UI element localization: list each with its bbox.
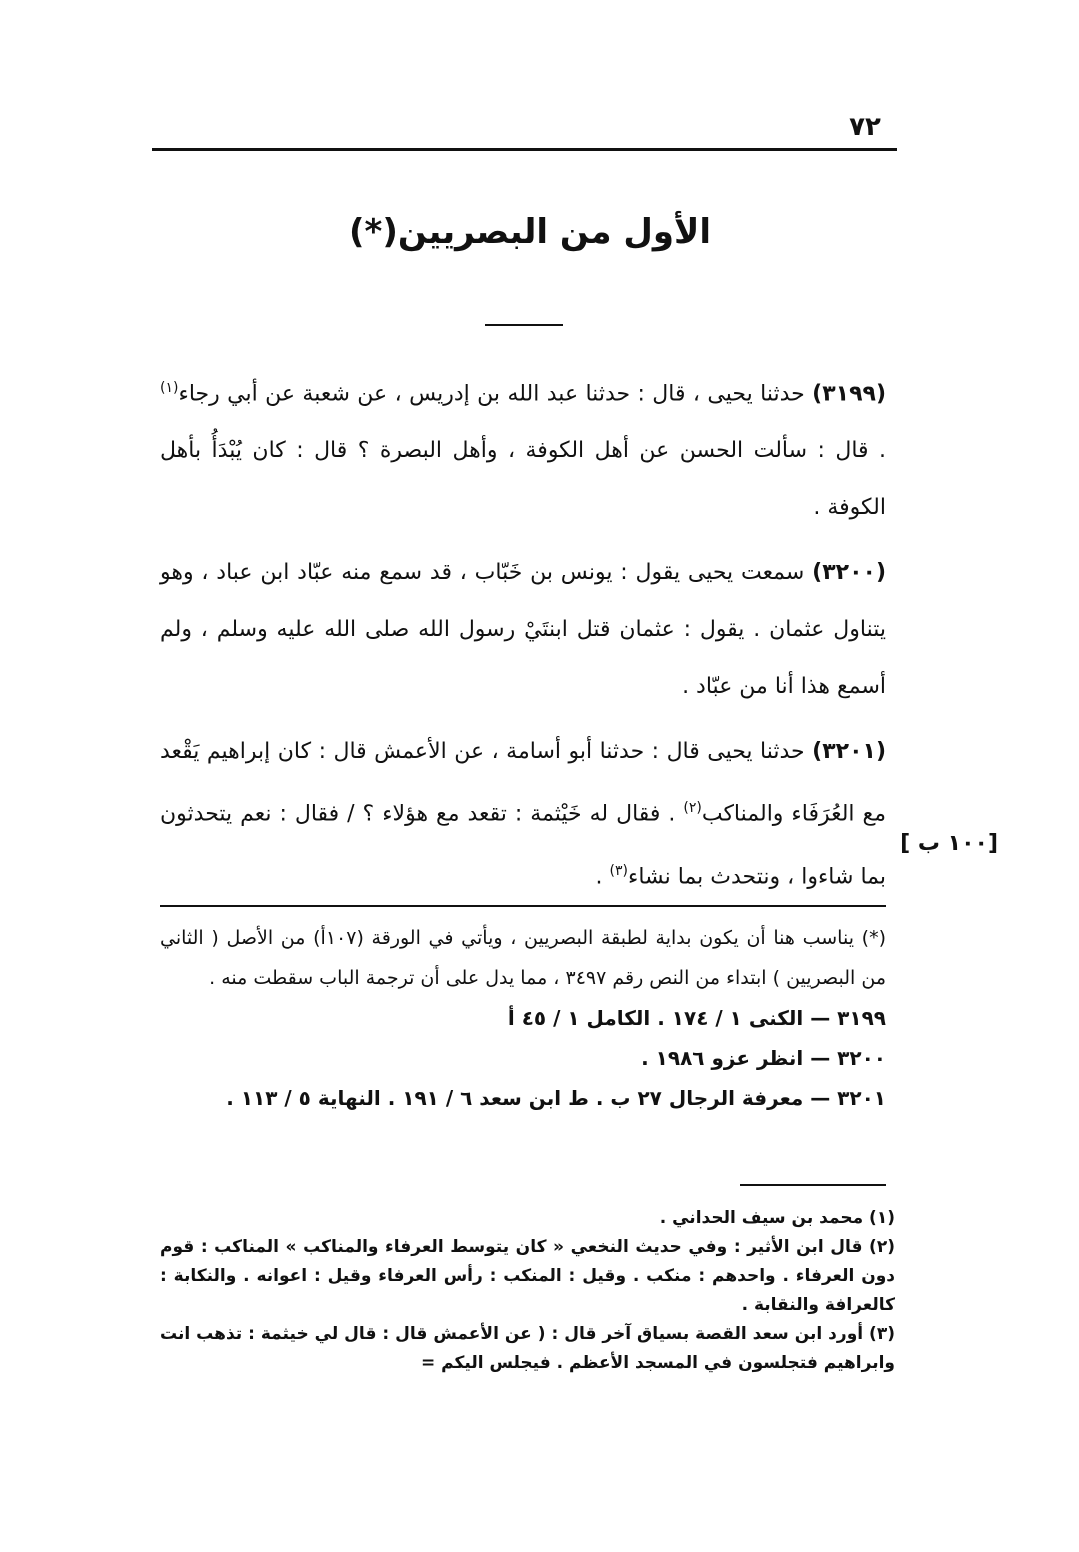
editor-note: (*) يناسب هنا أن يكون بداية لطبقة البصريين ، ويأتي في الورقة (١٠٧أ) من الأصل ( الثاني من البصريين ) ابتداء من النص رقم ٣٤٩٧ ، مما يدل على أن ترجمة الباب سقطت منه . bbox=[160, 927, 886, 989]
editor-notes bbox=[160, 918, 886, 1118]
page-number: ٧٢ bbox=[849, 112, 881, 142]
footnote: (٢) قال ابن الأثير : وفي حديث النخعي « كان يتوسط العرفاء والمناكب » المناكب : قوم دون العرفاء . واحدهم : منكب . وقيل : المنكب : رأس العرفاء وقيل : اعوانه . والنكابة : كالعرافة والنقابة . bbox=[160, 1237, 895, 1315]
hadith-number: (٣٢٠٠) bbox=[812, 560, 886, 586]
footnotes-divider bbox=[740, 1184, 886, 1186]
footnote-ref: (٢) bbox=[683, 800, 702, 817]
hadith-text-end: . bbox=[595, 863, 603, 889]
chapter-title: الأول من البصريين(*) bbox=[349, 212, 711, 252]
footnote: (٣) أورد ابن سعد القصة بسياق آخر قال : ( عن الأعمش قال : قال لي خيثمة : تذهب انت وابراهيم فتجلسون في المسجد الأعظم . فيجلس اليكم = bbox=[160, 1324, 895, 1373]
notes-divider bbox=[160, 905, 886, 907]
footnote: (١) محمد بن سيف الحداني . bbox=[659, 1208, 895, 1228]
hadith-3200 bbox=[160, 544, 886, 715]
hadith-number: (٣١٩٩) bbox=[812, 381, 886, 407]
hadith-text-continued: . قال : سألت الحسن عن أهل الكوفة ، وأهل البصرة ؟ قال : كان يُبْدَأُ بأهل الكوفة . bbox=[160, 438, 886, 521]
hadith-text-continued: . فقال له خَيْثمة : تقعد مع هؤلاء ؟ / فقال : نعم يتحدثون بما شاءوا ، ونتحدث بما نشاء bbox=[160, 801, 886, 889]
hadith-number: (٣٢٠١) bbox=[812, 739, 887, 765]
hadith-3201 bbox=[160, 723, 886, 905]
source-line: ٣٢٠٠ — انظر عزو ١٩٨٦ . bbox=[641, 1046, 886, 1070]
hadith-text: سمعت يحيى يقول : يونس بن خَبّاب ، قد سمع منه عبّاد ابن عباد ، وهو يتناول عثمان . يقول : عثمان قتل ابنتَيْ رسول الله صلى الله عليه وسلم ، ولم أسمع هذا أنا من عبّاد . bbox=[160, 560, 886, 700]
source-line: ٣١٩٩ — الكنى ١ / ١٧٤ . الكامل ١ / ٤٥ أ bbox=[507, 1006, 886, 1030]
title-divider bbox=[485, 324, 563, 326]
manuscript-folio-note: [١٠٠ ب ] bbox=[900, 831, 998, 856]
footnote-ref: (١) bbox=[160, 380, 179, 396]
hadith-text: حدثنا يحيى قال : حدثنا أبو أسامة ، عن الأعمش قال : كان إبراهيم يَقْعد مع العُرَفَاء والمناكب bbox=[160, 739, 887, 827]
header-rule bbox=[152, 148, 897, 151]
source-line: ٣٢٠١ — معرفة الرجال ٢٧ ب . ط ابن سعد ٦ / ١٩١ . النهاية ٥ / ١١٣ . bbox=[226, 1086, 886, 1110]
footnotes bbox=[160, 1204, 895, 1378]
hadith-3199 bbox=[160, 360, 886, 536]
hadith-text: حدثنا يحيى ، قال : حدثنا عبد الله بن إدريس ، عن شعبة عن أبي رجاء bbox=[178, 381, 805, 407]
hadith-body bbox=[160, 360, 886, 913]
footnote-ref: (٣) bbox=[609, 862, 628, 879]
